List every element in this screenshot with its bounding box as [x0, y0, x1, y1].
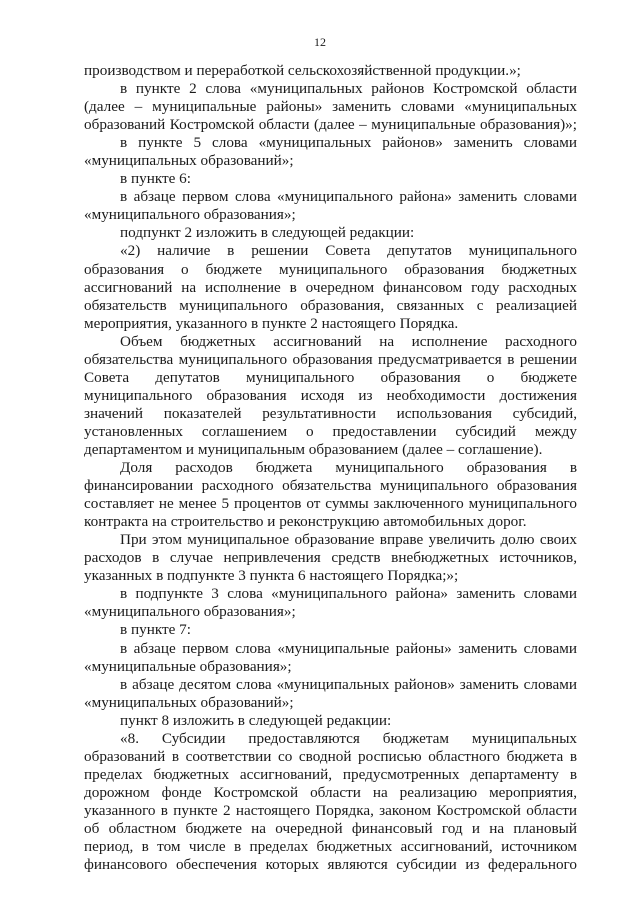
text-line: в абзаце первом слова «муниципальные районы» заменить словами: [120, 639, 577, 657]
text-line: (далее – муниципальные районы» заменить словами «муниципальных: [84, 98, 577, 116]
text-line: в пункте 7:: [120, 621, 191, 639]
text-line: Объем бюджетных ассигнований на исполнение расходного: [120, 332, 577, 350]
text-line: «8. Субсидии предоставляются бюджетам муниципальных: [120, 729, 577, 747]
text-line: департаментом и муниципальным образованием (далее – соглашение).: [84, 440, 543, 458]
text-line: установленных соглашением о предоставлении субсидий между: [84, 422, 577, 440]
text-line: «муниципальные образования»;: [84, 657, 292, 675]
text-line: ассигнований на исполнение в очередном финансовом году расходных: [84, 278, 577, 296]
text-line: контракта на строительство и реконструкцию автомобильных дорог.: [84, 513, 527, 531]
text-line: образований в соответствии со сводной росписью областного бюджета в: [84, 747, 577, 765]
text-line: дорожном фонде Костромской области на реализацию мероприятия,: [84, 783, 577, 801]
text-line: обязательства муниципального образования предусматривается в решении: [84, 350, 577, 368]
text-line: муниципального образования исходя из необходимости достижения: [84, 386, 577, 404]
text-line: в пункте 6:: [120, 170, 191, 188]
text-line: значений показателей результативности использования субсидий,: [84, 404, 577, 422]
text-line: в подпункте 3 слова «муниципального района» заменить словами: [120, 585, 577, 603]
page-number: 12: [314, 35, 326, 49]
text-line: Совета депутатов муниципального образования о бюджете: [84, 368, 577, 386]
text-line: «муниципального образования»;: [84, 603, 296, 621]
text-line: «2) наличие в решении Совета депутатов муниципального: [120, 242, 577, 260]
text-line: «муниципальных образований»;: [84, 693, 294, 711]
text-line: обязательств муниципального образования, связанных с реализацией: [84, 296, 577, 314]
text-line: об областном бюджете на очередной финансовый год и на плановый: [84, 819, 577, 837]
document-body: [84, 62, 577, 874]
text-line: образований Костромской области (далее – муниципальные образования)»;: [84, 116, 577, 134]
text-line: пределах бюджетных ассигнований, предусмотренных департаменту в: [84, 765, 577, 783]
text-line: производством и переработкой сельскохозяйственной продукции.»;: [84, 62, 521, 79]
text-line: При этом муниципальное образование вправе увеличить долю своих: [120, 531, 577, 549]
text-line: указанного в пункте 2 настоящего Порядка, законом Костромской области: [84, 801, 577, 819]
text-line: образования о бюджете муниципального образования бюджетных: [84, 260, 577, 278]
text-line: пункт 8 изложить в следующей редакции:: [120, 711, 392, 729]
text-line: в пункте 2 слова «муниципальных районов Костромской области: [120, 80, 577, 98]
text-line: период, в том числе в пределах бюджетных ассигнований, источником: [84, 838, 577, 856]
text-line: в пункте 5 слова «муниципальных районов» заменить словами: [120, 134, 577, 152]
text-line: Доля расходов бюджета муниципального образования в: [120, 459, 577, 477]
text-line: расходов в случае непривлечения средств внебюджетных источников,: [84, 549, 577, 567]
text-line: указанных в подпункте 3 пункта 6 настоящего Порядка;»;: [84, 567, 459, 585]
text-line: финансового обеспечения которых являются субсидии из федерального: [84, 856, 577, 874]
text-line: составляет не менее 5 процентов от суммы заключенного муниципального: [84, 495, 577, 513]
text-line: «муниципальных образований»;: [84, 152, 294, 170]
text-line: «муниципального образования»;: [84, 206, 296, 224]
text-line: в абзаце десятом слова «муниципальных районов» заменить словами: [120, 675, 577, 693]
text-line: финансировании расходного обязательства муниципального образования: [84, 477, 577, 495]
text-line: подпункт 2 изложить в следующей редакции:: [120, 224, 415, 242]
text-line: мероприятия, указанного в пункте 2 настоящего Порядка.: [84, 314, 459, 332]
text-line: в абзаце первом слова «муниципального района» заменить словами: [120, 188, 577, 206]
